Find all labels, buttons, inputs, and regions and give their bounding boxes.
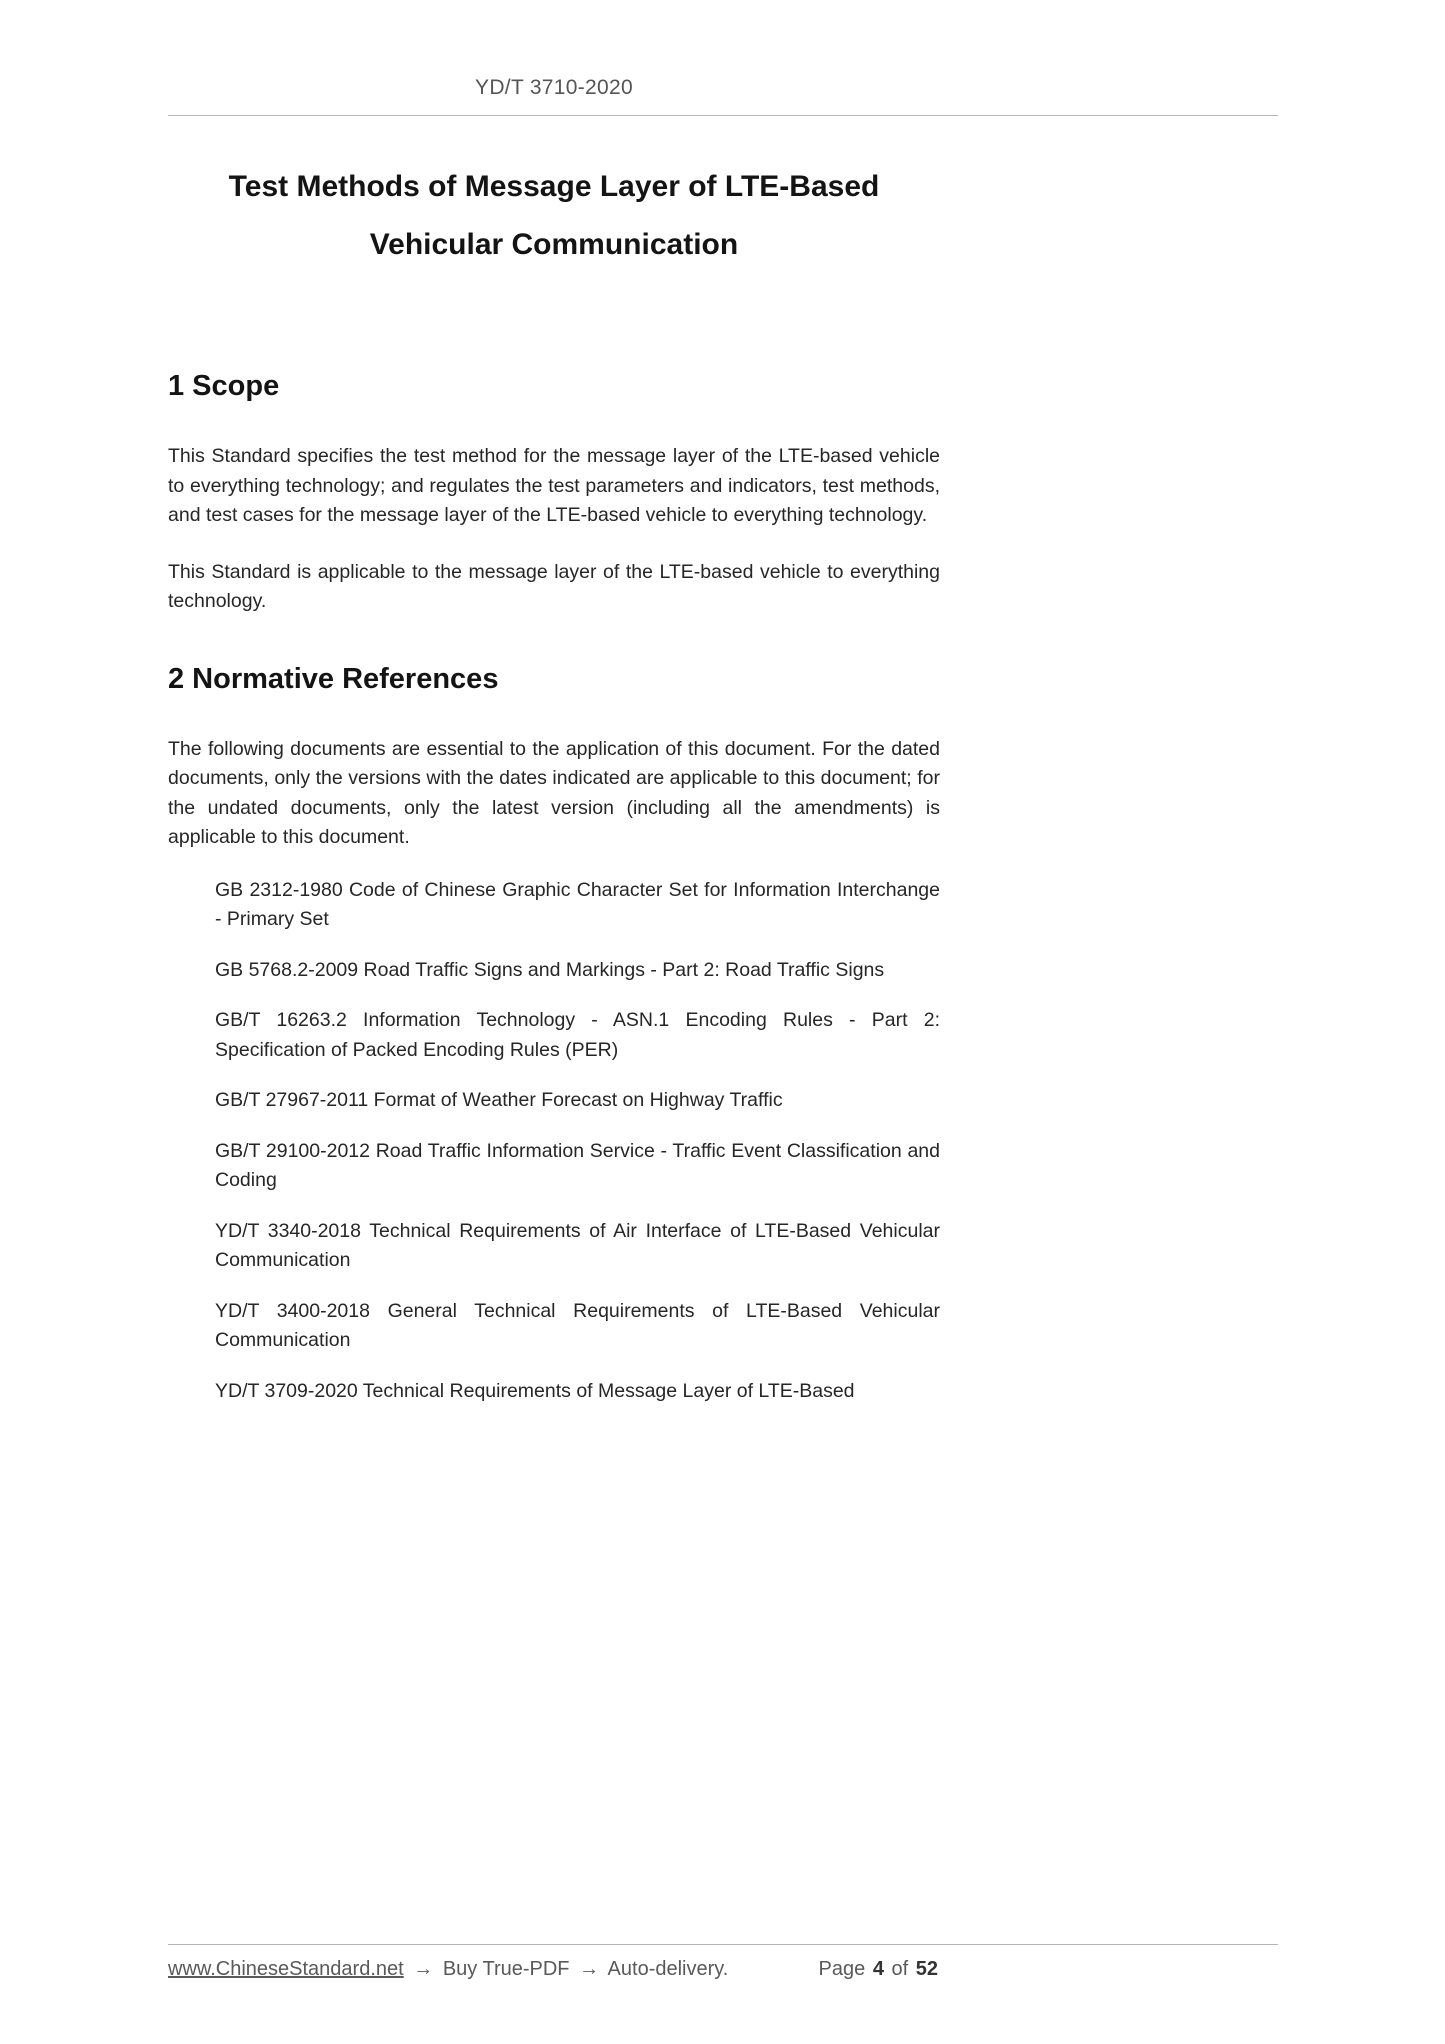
scope-paragraph-2: This Standard is applicable to the message layer of the LTE-based vehicle to everything technology. [168, 560, 940, 612]
footer-source-line [168, 1958, 728, 1981]
arrow-right-icon: → [579, 1958, 600, 1980]
total-page-number: 52 [915, 1958, 938, 1980]
header-divider [168, 115, 1278, 116]
document-number-header: YD/T 3710-2020 [475, 76, 633, 99]
reference-item: GB/T 29100-2012 Road Traffic Information Service - Traffic Event Classification and Coding [215, 1139, 940, 1191]
page-title-line-1: Test Methods of Message Layer of LTE-Based [228, 170, 880, 203]
reference-item: YD/T 3400-2018 General Technical Requirements of LTE-Based Vehicular Communication [215, 1299, 940, 1351]
page-title [168, 158, 940, 274]
normative-references-intro-paragraph: The following documents are essential to the application of this document. For the dated documents, only the versions with the dates indicated are applicable to this document; for the undated documents, only the latest version (including all the amendments) is applicable to this document. [168, 737, 940, 848]
arrow-right-icon: → [413, 1958, 434, 1980]
footer-buy-text: Buy True-PDF [442, 1958, 570, 1980]
footer-delivery-text: Auto-delivery. [607, 1958, 729, 1980]
page-content [168, 158, 940, 1406]
reference-item: GB 2312-1980 Code of Chinese Graphic Character Set for Information Interchange - Primary Set [215, 878, 940, 930]
page-title-line-2: Vehicular Communication [369, 228, 739, 261]
reference-item: GB/T 27967-2011 Format of Weather Forecast on Highway Traffic [215, 1089, 783, 1111]
page-label: Page [818, 1958, 866, 1980]
current-page-number: 4 [872, 1958, 884, 1980]
page-footer [168, 1944, 1278, 1981]
reference-item: YD/T 3709-2020 Technical Requirements of Message Layer of LTE-Based [215, 1379, 855, 1402]
footer-website-link[interactable]: www.ChineseStandard.net [168, 1958, 404, 1980]
scope-paragraph-1: This Standard specifies the test method for the message layer of the LTE-based vehicle to everything technology; and regulates the test parameters and indicators, test methods, and test cases for the message layer of the LTE-based vehicle to everything technology. [168, 445, 940, 526]
section-heading-normative-references: 2 Normative References [168, 662, 499, 695]
page-number-indicator [819, 1958, 940, 1981]
reference-item: GB 5768.2-2009 Road Traffic Signs and Markings - Part 2: Road Traffic Signs [215, 958, 885, 981]
reference-item: YD/T 3340-2018 Technical Requirements of Air Interface of LTE-Based Vehicular Communication [215, 1219, 940, 1271]
reference-item: GB/T 16263.2 Information Technology - ASN.1 Encoding Rules - Part 2: Specification of Packed Encoding Rules (PER) [215, 1009, 940, 1061]
section-heading-scope: 1 Scope [168, 370, 280, 402]
of-label: of [891, 1958, 909, 1980]
